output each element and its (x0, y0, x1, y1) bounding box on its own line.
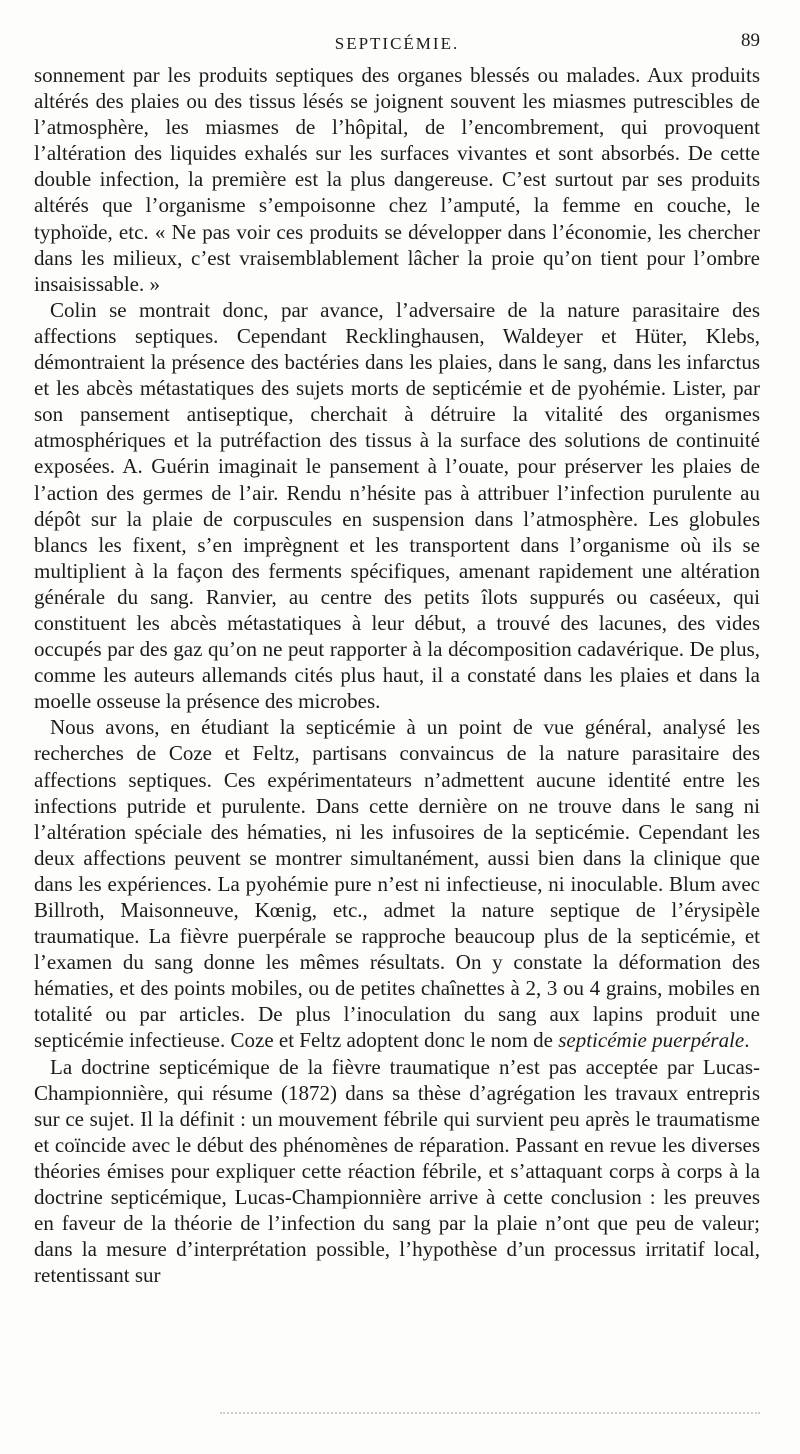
paragraph-text: La doctrine septicémique de la fièvre traumatique n’est pas acceptée par Lucas-Championnière, qui résume (1872) dans sa thèse d’agrégation les travaux entrepris sur ce sujet. Il la définit : un mouvement fébrile qui survient peu après le traumatisme et coïncide avec le début des phénomènes de réparation. Passant en revue les diverses théories émises pour expliquer cette réaction fébrile, et s’attaquant corps à corps à la doctrine septicémique, Lucas-Championnière arrive à cette conclusion : les preuves en faveur de la théorie de l’infection du sang par la plaie n’ont que peu de valeur; dans la mesure d’interprétation possible, l’hypothèse d’un processus irritatif local, retentissant sur (34, 1054, 760, 1288)
footer-print-artifact (220, 1412, 760, 1416)
paragraph-colin (34, 297, 760, 715)
paragraph-text: Nous avons, en étudiant la septicémie à un point de vue général, analysé les recherches de Coze et Feltz, partisans convaincus de la nature parasitaire des affections septiques. Ces expérimentateurs n’admettent aucune identité entre les infections putride et purulente. Dans cette dernière on ne trouve dans le sang ni l’altération spéciale des hématies, ni les infusoires de la septicémie. Cependant les deux affections peuvent se montrer simultanément, aussi bien dans la clinique que dans les expériences. La pyohémie pure n’est ni infectieuse, ni inoculable. Blum avec Billroth, Maisonneuve, Kœnig, etc., admet la nature septique de l’érysipèle traumatique. La fièvre puerpérale se rapproche beaucoup plus de la septicémie, et l’examen du sang donne les mêmes résultats. On y constate la déformation des hématies, et des points mobiles, ou de petites chaînettes à 2, 3 ou 4 grains, mobiles en totalité ou par articles. De plus l’inoculation du sang aux lapins produit une septicémie infectieuse. Coze et Feltz adoptent donc le nom de (34, 715, 760, 1053)
paragraph-continuation (34, 62, 760, 297)
paragraph-tail: . (744, 1028, 750, 1053)
italic-term: septicémie puerpérale (558, 1028, 745, 1053)
paragraph-lucas-championniere (34, 1054, 760, 1289)
paragraph-coze-feltz (34, 714, 760, 1053)
paragraph-text: Colin se montrait donc, par avance, l’adversaire de la nature parasitaire des affections septiques. Cependant Recklinghausen, Waldeyer et Hüter, Klebs, démontraient la présence des bactéries dans les plaies, dans le sang, dans les infarctus et les abcès métastatiques des sujets morts de septicémie et de pyohémie. Lister, par son pansement antiseptique, cherchait à détruire la vitalité des organismes atmosphériques et la putréfaction des tissus à la surface des solutions de continuité exposées. A. Guérin imaginait le pansement à l’ouate, pour préserver les plaies de l’action des germes de l’air. Rendu n’hésite pas à attribuer l’infection purulente au dépôt sur la plaie de corpuscules en suspension dans l’atmosphère. Les globules blancs les fixent, s’en imprègnent et les transportent dans l’organisme où ils se multiplient à la façon des ferments spécifiques, amenant rapidement une altération générale du sang. Ranvier, au centre des petits îlots suppurés ou caséeux, qui constituent les abcès métastatiques à leur début, a trouvé des lacunes, des vides occupés par des gaz qu’on ne peut rapporter à la décomposition cadavérique. De plus, comme les auteurs allemands cités plus haut, il a constaté dans les plaies et dans la moelle osseuse la présence des microbes. (34, 297, 760, 714)
running-title: SEPTICÉMIE. (334, 34, 460, 53)
page-number: 89 (741, 30, 760, 51)
paragraph-text: sonnement par les produits septiques des organes blessés ou malades. Aux produits altérés des plaies ou des tissus lésés se joignent souvent les miasmes putrescibles de l’atmosphère, les miasmes de l’hôpital, de l’encombrement, qui provoquent l’altération des liquides exhalés sur les surfaces vivantes et sont absorbés. De cette double infection, la première est la plus dangereuse. C’est surtout par ses produits altérés que l’organisme s’empoisonne chez l’amputé, la femme en couche, le typhoïde, etc. « Ne pas voir ces produits se développer dans l’économie, les chercher dans les milieux, c’est vraisemblablement lâcher la proie qu’on tient pour l’ombre insaisissable. » (34, 63, 760, 296)
body-text (34, 62, 760, 1288)
running-head (34, 0, 760, 62)
